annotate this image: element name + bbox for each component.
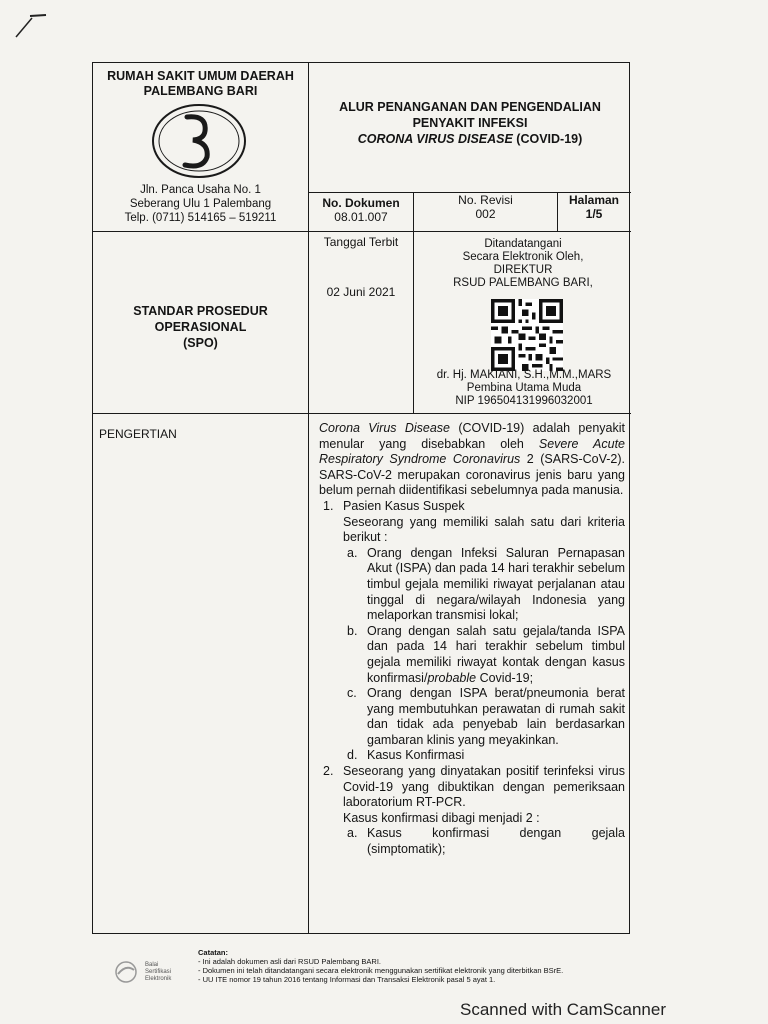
- sub-item-text: Orang dengan ISPA berat/pneumonia berat yang membutuhkan perawatan di rumah sakit dan tidak ada penyebab lain berdasarkan gambaran klinis yang meyakinkan.: [367, 686, 625, 747]
- footer-note: - UU ITE nomor 19 tahun 2016 tentang Informasi dan Transaksi Elektronik pasal 5 ayat 1.: [198, 975, 496, 984]
- title-italic: CORONA VIRUS DISEASE: [357, 132, 513, 146]
- sub-list-item: [343, 624, 625, 686]
- intro-italic-2: Severe Acute Respiratory Syndrome Coronavirus: [319, 436, 625, 467]
- sub-list-item: [343, 546, 625, 624]
- title-line-1: ALUR PENANGANAN DAN PENGENDALIAN: [339, 100, 601, 114]
- list-item: [319, 499, 625, 764]
- date-divider: [413, 231, 414, 413]
- page-label: Halaman: [568, 193, 620, 207]
- list-letter: c.: [347, 686, 357, 701]
- footer-note: - Dokumen ini telah ditandatangani secara elektronik menggunakan sertifikat elektronik yang diterbitkan BSrE.: [198, 966, 564, 975]
- section-label: PENGERTIAN: [99, 427, 177, 441]
- spo-label: STANDAR PROSEDUR OPERASIONAL (SPO): [133, 304, 268, 350]
- sub-list-item: [343, 748, 625, 764]
- footer-title: Catatan:: [198, 948, 229, 957]
- list-letter: a.: [347, 545, 358, 560]
- hospital-name: RUMAH SAKIT UMUM DAERAH PALEMBANG BARI: [107, 69, 294, 98]
- signed-by-text: Ditandatangani Secara Elektronik Oleh, DIREKTUR RSUD PALEMBANG BARI,: [453, 238, 593, 289]
- revision-value: 002: [475, 207, 496, 221]
- list-number: 2.: [323, 764, 334, 779]
- item-body: Seseorang yang dinyatakan positif terinfeksi virus Covid-19 yang dibuktikan dengan pemeriksaan laboratorium RT-PCR.: [343, 764, 625, 810]
- sub-item-italic: probable: [427, 670, 477, 685]
- pen-mark: [12, 10, 52, 40]
- doc-number-value: 08.01.007: [334, 210, 388, 224]
- case-list: [319, 499, 625, 858]
- scanner-watermark: Scanned with CamScanner: [460, 1000, 667, 1019]
- list-letter: d.: [347, 748, 358, 763]
- criteria-list: [343, 546, 625, 764]
- page-value: 1/5: [585, 207, 603, 221]
- issue-date-value: 02 Juni 2021: [326, 285, 396, 299]
- header-bottom-line: [93, 231, 631, 232]
- revision-label: No. Revisi: [458, 193, 513, 207]
- hospital-address: Jln. Panca Usaha No. 1 Seberang Ulu 1 Palembang Telp. (0711) 514165 – 519211: [124, 184, 277, 224]
- sub-item-text: Orang dengan Infeksi Saluran Pernapasan Akut (ISPA) dan pada 14 hari terakhir sebelum timbul gejala memiliki riwayat perjalanan atau tinggal di negara/wilayah Indonesia yang melaporkan transmisi lokal;: [367, 545, 625, 623]
- doc-number-cell: [309, 196, 413, 224]
- spo-bottom-line: [93, 413, 631, 414]
- title-suffix: (COVID-19): [512, 132, 583, 146]
- intro-paragraph: [319, 421, 625, 499]
- footer-note: - Ini adalah dokumen asli dari RSUD Palembang BARI.: [198, 957, 382, 966]
- sop-document: [92, 62, 630, 934]
- item-subtitle: Kasus konfirmasi dibagi menjadi 2 :: [343, 810, 540, 825]
- section-divider: [308, 413, 309, 933]
- bsre-logo: [112, 960, 140, 984]
- intro-text-1: (COVID-19) adalah penyakit menular yang disebabkan oleh: [319, 421, 625, 451]
- sub-item-text-end: Covid-19;: [476, 670, 534, 685]
- hospital-logo: [149, 101, 249, 181]
- intro-italic-1: Corona Virus Disease: [319, 421, 451, 435]
- revision-cell: [414, 193, 557, 221]
- list-letter: b.: [347, 623, 358, 638]
- bsre-logo-text: Balai Sertifikasi Elektronik: [145, 962, 172, 982]
- section-content: [319, 421, 625, 858]
- intro-text-2: 2 (SARS-CoV-2). SARS-CoV-2 merupakan coronavirus jenis baru yang belum pernah diidentifikasi sebelumnya pada manusia.: [319, 452, 626, 498]
- page-cell: [558, 193, 630, 221]
- signer-rank: Pembina Utama Muda: [466, 382, 582, 394]
- signer-name: dr. Hj. MAKIANI, S.H.,M.M.,MARS: [436, 369, 612, 381]
- item-body: Seseorang yang memiliki salah satu dari kriteria berikut :: [343, 514, 625, 545]
- signer-nip: NIP 196504131996032001: [455, 395, 593, 407]
- list-letter: a.: [347, 826, 358, 841]
- item-title: Pasien Kasus Suspek: [343, 498, 465, 513]
- signer-block: [417, 369, 631, 408]
- confirmed-list: [343, 826, 625, 857]
- title-line-3: [309, 131, 631, 147]
- sub-item-text: Kasus konfirmasi dengan gejala (simptomatik);: [367, 826, 625, 857]
- list-number: 1.: [323, 498, 334, 513]
- list-item: [319, 764, 625, 858]
- sub-item-text: Orang dengan salah satu gejala/tanda ISPA dan pada 14 hari terakhir sebelum timbul gejala memiliki riwayat kontak dengan kasus konfirmasi/: [367, 623, 625, 685]
- sub-list-item: [343, 686, 625, 748]
- sub-item-text: Kasus Konfirmasi: [367, 748, 465, 763]
- sub-list-item: [343, 826, 625, 857]
- footer-notes: [198, 948, 698, 984]
- issue-date-label: Tanggal Terbit: [323, 235, 399, 249]
- title-line-2: PENYAKIT INFEKSI: [412, 116, 528, 130]
- document-title: [309, 99, 631, 147]
- qr-code: [491, 299, 563, 371]
- doc-number-label: No. Dokumen: [322, 196, 400, 210]
